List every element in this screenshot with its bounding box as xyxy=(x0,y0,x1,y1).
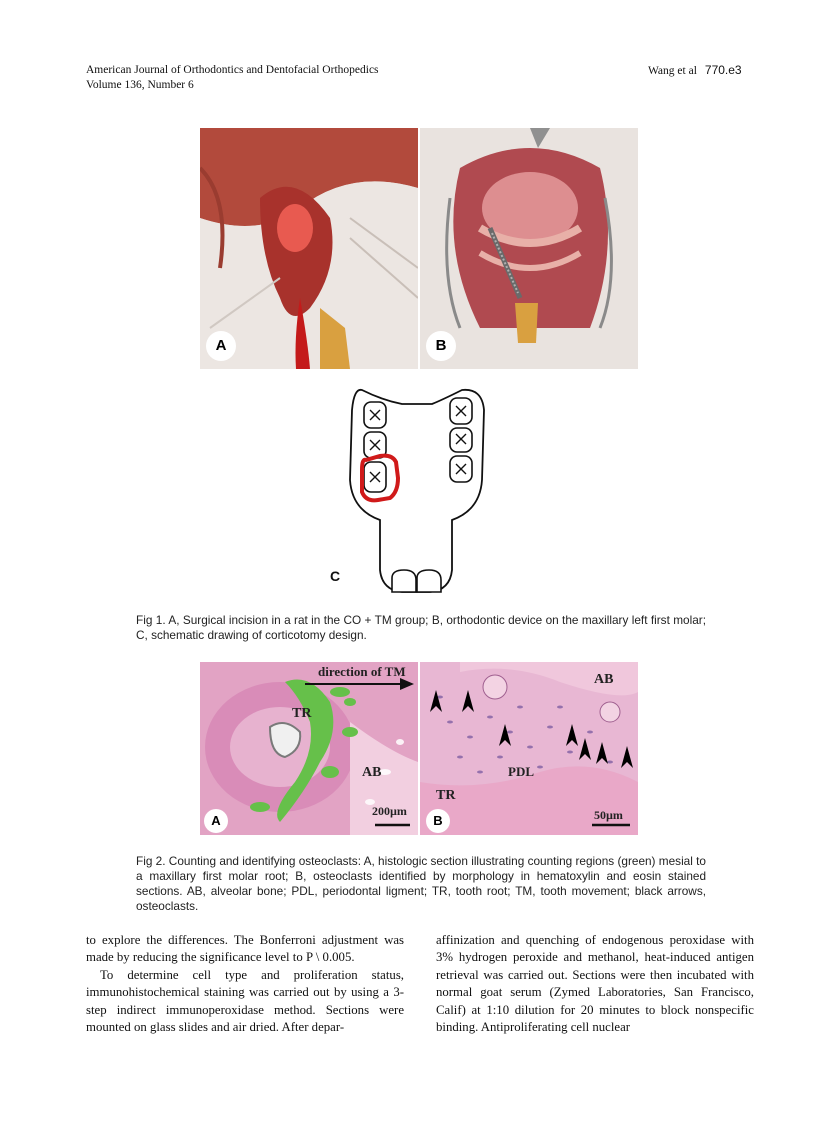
figure2-label-a: A xyxy=(204,809,228,833)
figure2-a-scale-label: 200µm xyxy=(372,804,407,818)
figure2-b-ab-label: AB xyxy=(594,672,614,687)
author-line: Wang et al xyxy=(648,65,697,77)
body-paragraph: To determine cell type and proliferation status, immunohistochemical staining was carried out by using a 3-step indirect immunoperoxidase method. Sections were mounted on glass slides and air dried. After depar- xyxy=(86,967,404,1035)
figure1-caption: Fig 1. A, Surgical incision in a rat in the CO + TM group; B, orthodontic device on the maxillary left first molar; C, schematic drawing of corticotomy design. xyxy=(136,613,706,642)
figure1-panel-a-photo xyxy=(200,128,418,369)
figure2-a-ab-label: AB xyxy=(362,765,382,780)
body-column-right xyxy=(436,932,754,1036)
figure2-b-scale-label: 50µm xyxy=(594,808,623,822)
journal-title: American Journal of Orthodontics and Dentofacial Orthopedics xyxy=(86,64,379,76)
figure1-label-a: A xyxy=(206,331,236,361)
figure2-caption: Fig 2. Counting and identifying osteoclasts: A, histologic section illustrating counting regions (green) mesial to a maxillary first molar root; B, osteoclasts identified by morphology in hematoxylin and eosin stained sections. AB, alveolar bone; PDL, periodontal ligment; TR, tooth root; TM, tooth movement; black arrows, osteoclasts. xyxy=(136,854,706,913)
figure2-label-b: B xyxy=(426,809,450,833)
figure2-direction-label: direction of TM xyxy=(318,664,406,679)
figure1-panel-b-photo xyxy=(420,128,638,369)
journal-volume: Volume 136, Number 6 xyxy=(86,79,194,91)
body-column-left xyxy=(86,932,404,1036)
body-paragraph: to explore the differences. The Bonferroni adjustment was made by reducing the significance level to P \ 0.005. xyxy=(86,933,404,965)
figure1-label-c: C xyxy=(330,568,341,584)
body-paragraph: affinization and quenching of endogenous peroxidase with 3% hydrogen peroxide and methanol, heat-induced antigen retrieval was carried out. Sections were then incubated with normal goat serum (Zymed Laboratories, San Francisco, Calif) at 1:10 dilution for 20 minutes to block nonspecific binding. Antiproliferating cell nuclear xyxy=(436,933,754,1035)
page-number: 770.e3 xyxy=(704,63,742,77)
figure2-b-pdl-label: PDL xyxy=(508,764,534,779)
running-header-left xyxy=(86,63,379,93)
figure2-a-tr-label: TR xyxy=(292,706,312,721)
figure2-b-tr-label: TR xyxy=(436,788,456,803)
running-header-right xyxy=(648,63,742,79)
figure1-panel-c-schematic xyxy=(262,380,578,598)
figure1-label-b: B xyxy=(426,331,456,361)
